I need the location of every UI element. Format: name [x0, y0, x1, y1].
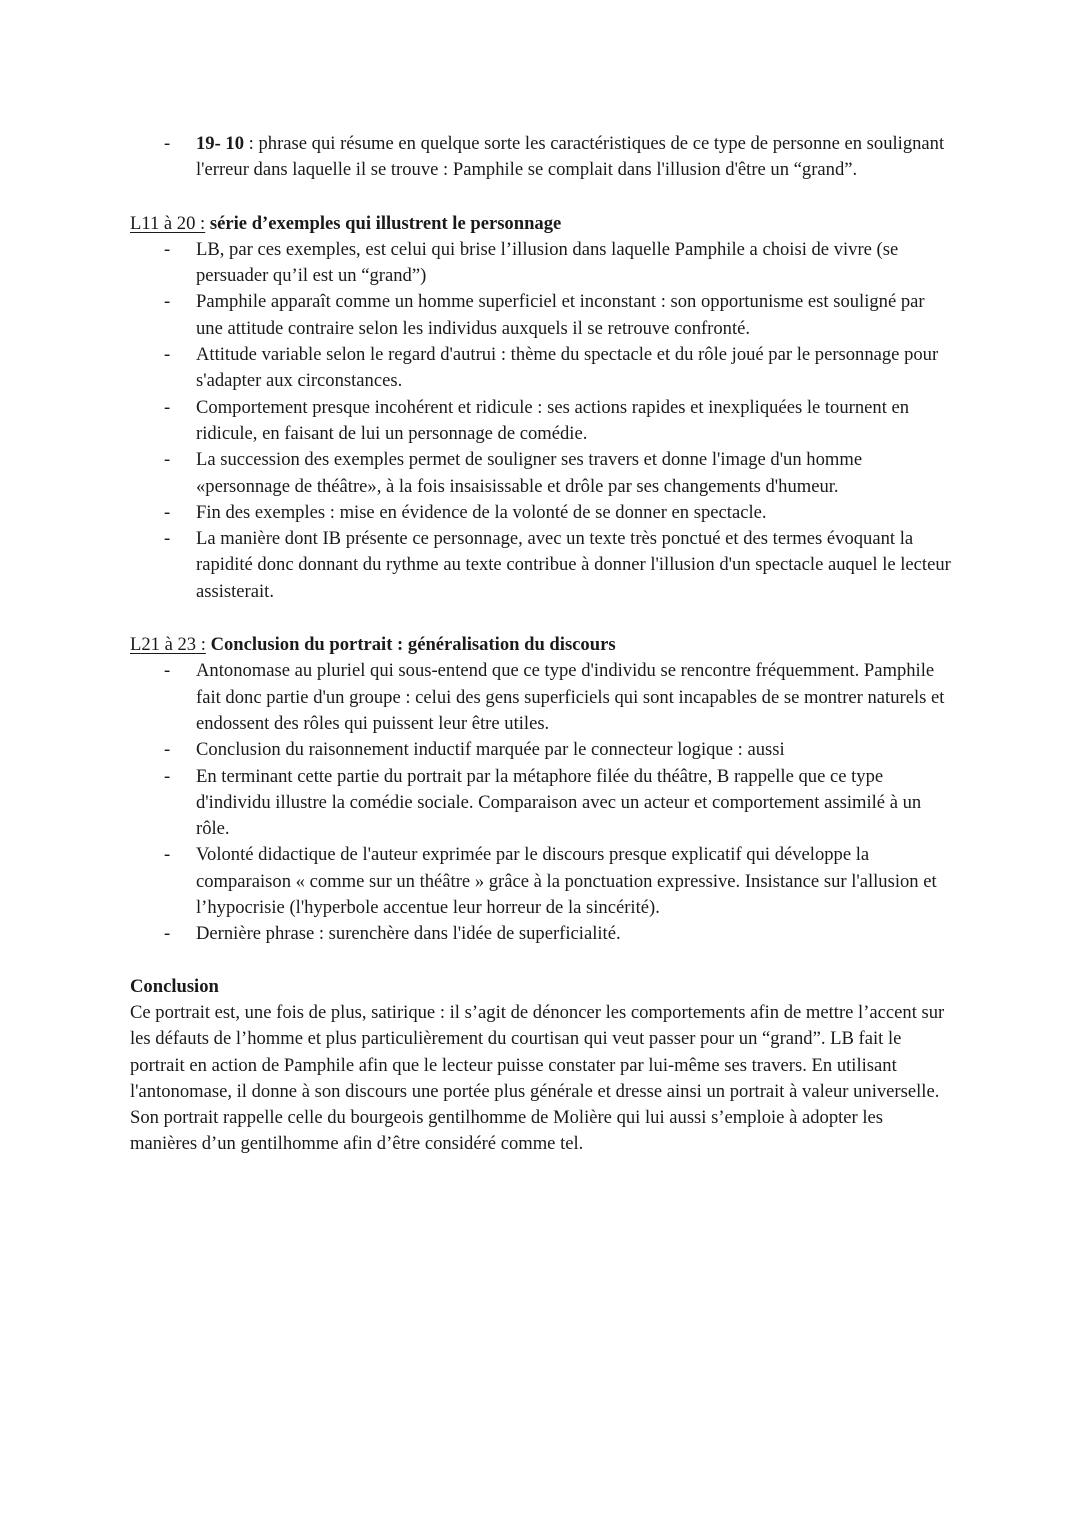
document-page — [130, 131, 952, 1158]
bullet-dash: - — [164, 133, 171, 154]
list-item — [130, 658, 952, 737]
section-ref: L11 à 20 : — [130, 212, 206, 234]
bullet-dash: - — [164, 844, 171, 866]
bullet-dash: - — [164, 528, 171, 550]
list-item — [130, 526, 952, 605]
bullet-dash: - — [164, 238, 171, 260]
conclusion-paragraph: Ce portrait est, une fois de plus, satirique : il s’agit de dénoncer les comportements afin de mettre l’accent sur les défauts de l’homme et plus particulièrement du courtisan qui veut passer pour un “grand”. LB fait le portrait en action de Pamphile afin que le lecteur puisse constater par lui-même ses travers. En utilisant l'antonomase, il donne à son discours une portée plus générale et dresse ainsi un portrait à valeur universelle. Son portrait rappelle celle du bourgeois gentilhomme de Molière qui lui aussi s’emploie à adopter les manières d’un gentilhomme afin d’être considéré comme tel. — [130, 1001, 945, 1155]
conclusion-heading: Conclusion — [130, 975, 219, 997]
list-item-text: Conclusion du raisonnement inductif marquée par le connecteur logique : aussi — [196, 739, 785, 761]
section-title: Conclusion du portrait : généralisation du discours — [210, 634, 616, 656]
list-item-text: : phrase qui résume en quelque sorte les caractéristiques de ce type de personne en soulignant l'erreur dans laquelle il se trouve : Pamphile se complait dans l'illusion d'être un “grand”. — [196, 133, 945, 181]
bullet-dash: - — [164, 660, 171, 682]
list-item-text: Volonté didactique de l'auteur exprimée par le discours presque explicatif qui développe la comparaison « comme sur un théâtre » grâce à la ponctuation expressive. Insistance sur l'allusion et l’hypocrisie (l'hyperbole accentue leur horreur de la sincérité). — [196, 844, 937, 919]
list-item — [130, 447, 952, 500]
list-item — [130, 342, 952, 395]
list-item — [130, 737, 952, 763]
bullet-dash: - — [164, 501, 171, 523]
section2-list — [130, 658, 952, 947]
bullet-dash: - — [164, 291, 171, 313]
list-item-text: Fin des exemples : mise en évidence de la volonté de se donner en spectacle. — [196, 501, 767, 523]
list-item — [130, 395, 952, 448]
intro-list — [130, 131, 952, 184]
list-item-text: Antonomase au pluriel qui sous-entend que ce type d'individu se rencontre fréquemment. Pamphile fait donc partie d'un groupe : celui des gens superficiels qui sont incapables de se montrer naturels et endossent des rôles qui puissent leur être utiles. — [196, 660, 945, 734]
bullet-dash: - — [164, 765, 171, 787]
list-item — [130, 921, 952, 947]
bullet-dash: - — [164, 344, 171, 366]
list-item-text: Attitude variable selon le regard d'autrui : thème du spectacle et du rôle joué par le personnage pour s'adapter aux circonstances. — [196, 344, 939, 392]
list-item — [130, 500, 952, 526]
bullet-dash: - — [164, 739, 171, 761]
list-item — [130, 764, 952, 843]
list-item-text: En terminant cette partie du portrait par la métaphore filée du théâtre, B rappelle que ce type d'individu illustre la comédie sociale. Comparaison avec un acteur et comportement assimilé à un rôle. — [196, 765, 922, 840]
list-item — [130, 237, 952, 290]
list-item — [130, 131, 952, 184]
bullet-dash: - — [164, 923, 171, 945]
list-item-text: La manière dont IB présente ce personnage, avec un texte très ponctué et des termes évoquant la rapidité donc donnant du rythme au texte contribue à donner l'illusion d'un spectacle auquel le lecteur assisterait. — [196, 528, 951, 602]
list-item-text: La succession des exemples permet de souligner ses travers et donne l'image d'un homme «personnage de théâtre», à la fois insaisissable et drôle par ses changements d'humeur. — [196, 449, 863, 497]
line-reference: 19- 10 — [196, 133, 245, 154]
section1-list — [130, 237, 952, 605]
list-item-text: Dernière phrase : surenchère dans l'idée de superficialité. — [196, 923, 621, 945]
bullet-dash: - — [164, 396, 171, 418]
list-item-text: LB, par ces exemples, est celui qui brise l’illusion dans laquelle Pamphile a choisi de vivre (se persuader qu’il est un “grand”) — [196, 238, 899, 287]
section-heading-l11-20 — [130, 211, 952, 237]
list-item-text: Comportement presque incohérent et ridicule : ses actions rapides et inexpliquées le tournent en ridicule, en faisant de lui un personnage de comédie. — [196, 396, 910, 444]
section-title: série d’exemples qui illustrent le personnage — [209, 212, 562, 234]
list-item — [130, 842, 952, 921]
list-item — [130, 289, 952, 342]
section-ref: L21 à 23 : — [130, 634, 206, 656]
section-heading-l21-23 — [130, 632, 952, 658]
bullet-dash: - — [164, 449, 171, 471]
list-item-text: Pamphile apparaît comme un homme superficiel et inconstant : son opportunisme est souligné par une attitude contraire selon les individus auxquels il se retrouve confronté. — [196, 291, 925, 339]
